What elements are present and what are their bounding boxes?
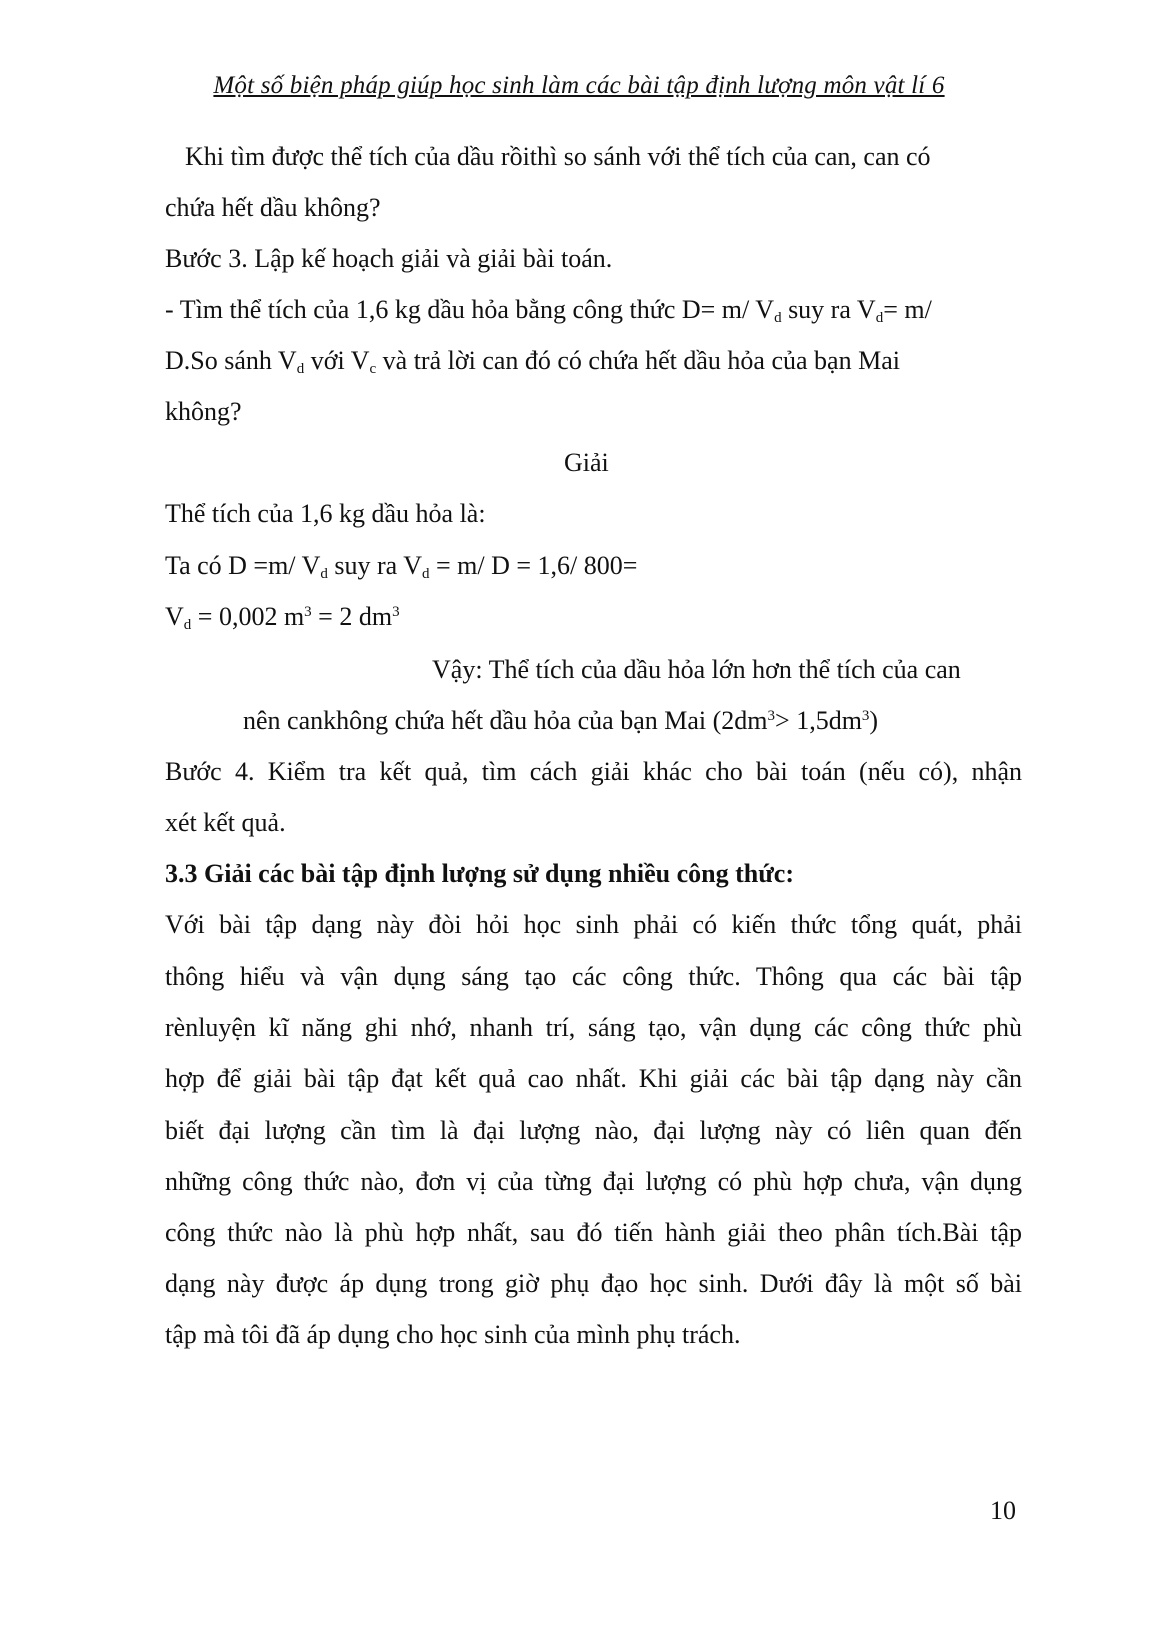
paragraph-line: những công thức nào, đơn vị của từng đại lượng có phù hợp chưa, vận dụng xyxy=(165,1167,1022,1196)
conclusion-line: Vậy: Thể tích của dầu hỏa lớn hơn thể tích của can xyxy=(432,655,961,684)
text-line: không? xyxy=(165,397,242,426)
text-line: Khi tìm được thể tích của dầu rồithì so sánh với thể tích của can, can có xyxy=(185,142,931,171)
paragraph-line: rènluyện kĩ năng ghi nhớ, nhanh trí, sáng tạo, vận dụng các công thức phù xyxy=(165,1013,1022,1042)
text-line: Thể tích của 1,6 kg dầu hỏa là: xyxy=(165,499,486,528)
paragraph-line: dạng này được áp dụng trong giờ phụ đạo học sinh. Dưới đây là một số bài xyxy=(165,1269,1022,1298)
step-4-line: Bước 4. Kiểm tra kết quả, tìm cách giải khác cho bài toán (nếu có), nhận xyxy=(165,757,1022,786)
page-number: 10 xyxy=(990,1496,1016,1525)
text-line: chứa hết dầu không? xyxy=(165,193,381,222)
calculation-line: Ta có D =m/ $V_d$ suy ra $V_d = m/$ D = 1,6/ 800= xyxy=(165,551,638,582)
paragraph-line: thông hiểu và vận dụng sáng tạo các công thức. Thông qua các bài tập xyxy=(165,962,1022,991)
result-line: $V_d = 0,002$ $m^3 = 2$ $dm^3$ xyxy=(165,602,400,633)
running-header: Một số biện pháp giúp học sinh làm các bài tập định lượng môn vật lí 6 xyxy=(213,72,945,99)
paragraph-line: hợp để giải bài tập đạt kết quả cao nhất. Khi giải các bài tập dạng này cần xyxy=(165,1064,1022,1093)
paragraph-line: biết đại lượng cần tìm là đại lượng nào, đại lượng này có liên quan đến xyxy=(165,1116,1022,1145)
solution-heading: Giải xyxy=(564,448,609,477)
step-3-line: Bước 3. Lập kế hoạch giải và giải bài toán. xyxy=(165,244,613,273)
text-line: xét kết quả. xyxy=(165,808,286,837)
formula-line: - Tìm thể tích của 1,6 kg dầu hỏa bằng công thức D= m/ $V_d$ suy ra $V_d= m/$ xyxy=(165,295,932,326)
comparison-line: D.So sánh $V_d$ với $V_c$ và trả lời can đó có chứa hết dầu hỏa của bạn Mai xyxy=(165,346,900,377)
conclusion-line: nên cankhông chứa hết dầu hỏa của bạn Mai $(2dm^3> 1,5dm^3)$ xyxy=(243,706,879,735)
paragraph-line: tập mà tôi đã áp dụng cho học sinh của mình phụ trách. xyxy=(165,1320,741,1349)
section-heading: 3.3 Giải các bài tập định lượng sử dụng nhiều công thức: xyxy=(165,859,795,888)
paragraph-line: Với bài tập dạng này đòi hỏi học sinh phải có kiến thức tổng quát, phải xyxy=(165,910,1022,939)
paragraph-line: công thức nào là phù hợp nhất, sau đó tiến hành giải theo phân tích.Bài tập xyxy=(165,1218,1022,1247)
